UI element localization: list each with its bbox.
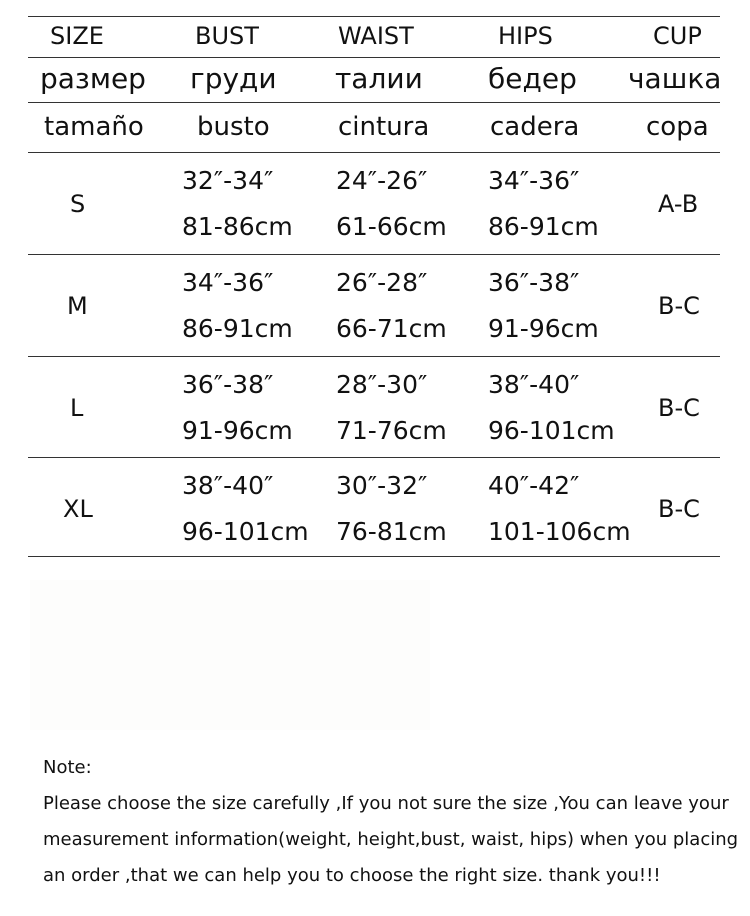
note-line: Please choose the size carefully ,If you not sure the size ,You can leave your [43,793,729,814]
divider [28,457,720,458]
waist-inches: 26″-28″ [336,268,428,297]
size-label: M [67,292,88,320]
divider [28,556,720,557]
note-line: an order ,that we can help you to choose the right size. thank you!!! [43,865,661,886]
header-size-es: tamaño [44,112,144,142]
bust-cm: 81-86cm [182,212,293,241]
divider [28,356,720,357]
hips-inches: 38″-40″ [488,370,580,399]
header-bust-ru: груди [190,62,277,95]
waist-inches: 28″-30″ [336,370,428,399]
cup-size: B-C [658,495,700,523]
header-cup: CUP [653,22,702,50]
hips-cm: 101-106cm [488,517,631,546]
bust-cm: 91-96cm [182,416,293,445]
header-waist-ru: талии [335,62,423,95]
waist-cm: 71-76cm [336,416,447,445]
header-waist-es: cintura [338,112,430,142]
size-label: XL [63,495,93,523]
header-size-ru: размер [40,62,146,95]
hips-inches: 36″-38″ [488,268,580,297]
note-line: measurement information(weight, height,bust, waist, hips) when you placing [43,829,739,850]
bust-inches: 34″-36″ [182,268,274,297]
hips-inches: 34″-36″ [488,166,580,195]
hips-cm: 96-101cm [488,416,615,445]
hips-inches: 40″-42″ [488,471,580,500]
note-title: Note: [43,757,92,778]
waist-cm: 66-71cm [336,314,447,343]
cup-size: A-B [658,190,699,218]
waist-inches: 24″-26″ [336,166,428,195]
bust-cm: 86-91cm [182,314,293,343]
erased-region [30,580,430,730]
header-bust: BUST [195,22,259,50]
waist-cm: 61-66cm [336,212,447,241]
header-hips-es: cadera [490,112,580,142]
waist-cm: 76-81cm [336,517,447,546]
divider [28,57,720,58]
divider [28,254,720,255]
size-label: L [70,394,84,422]
header-cup-ru: чашка [628,62,722,95]
hips-cm: 86-91cm [488,212,599,241]
bust-inches: 36″-38″ [182,370,274,399]
divider [28,16,720,17]
bust-inches: 32″-34″ [182,166,274,195]
header-cup-es: copa [646,112,709,142]
header-size: SIZE [50,22,104,50]
divider [28,152,720,153]
bust-inches: 38″-40″ [182,471,274,500]
waist-inches: 30″-32″ [336,471,428,500]
hips-cm: 91-96cm [488,314,599,343]
divider [28,102,720,103]
header-hips-ru: бедер [488,62,577,95]
bust-cm: 96-101cm [182,517,309,546]
header-bust-es: busto [197,112,270,142]
cup-size: B-C [658,292,700,320]
cup-size: B-C [658,394,700,422]
header-hips: HIPS [498,22,553,50]
header-waist: WAIST [338,22,414,50]
size-label: S [70,190,86,218]
